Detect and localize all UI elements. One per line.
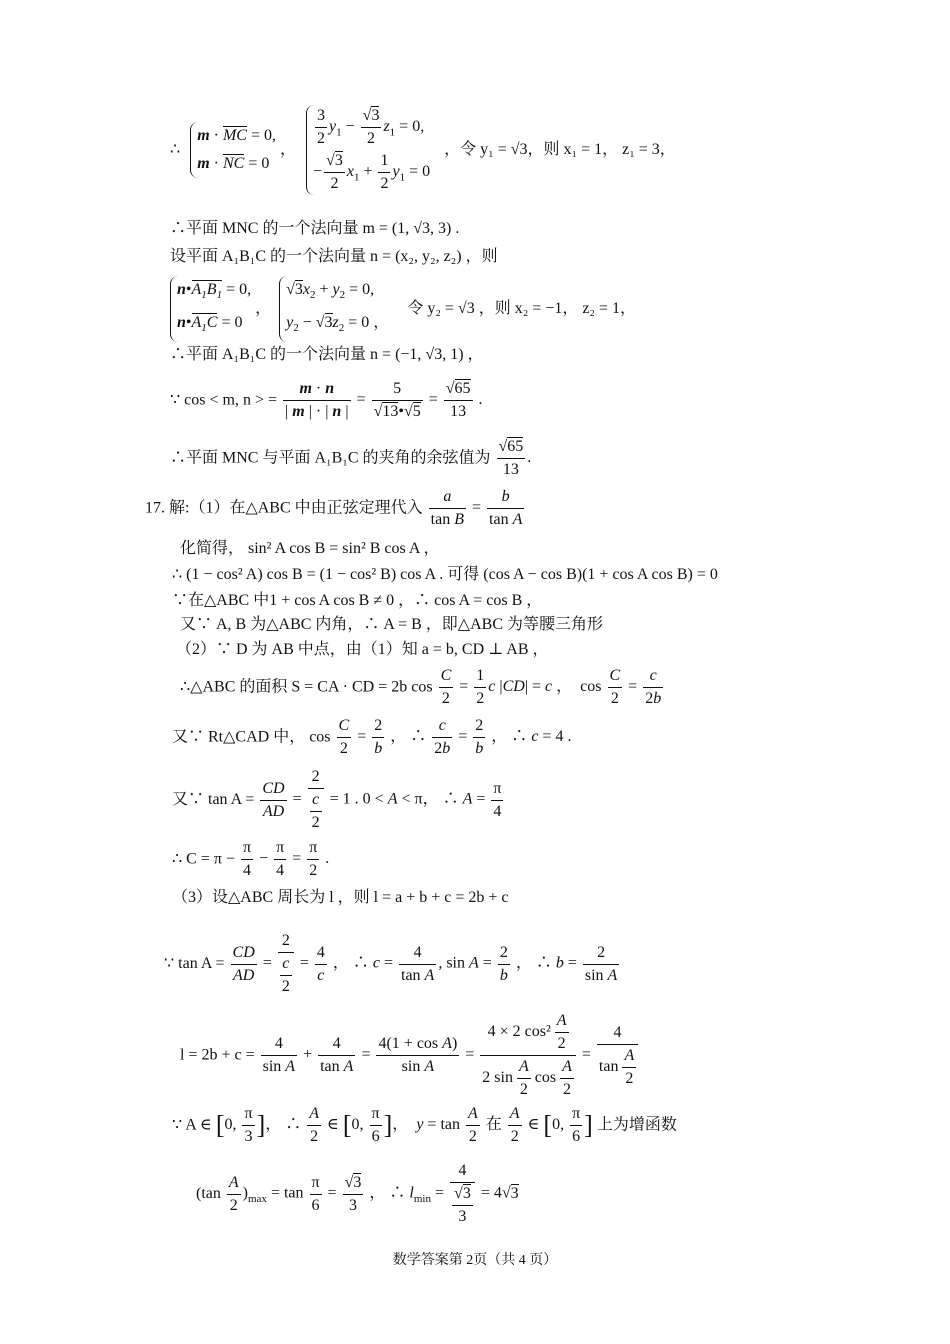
system-coords-2: $√3x_2 + y_2 = 0$, $y_2 - √3z_2 = 0$ ， xyxy=(279,276,389,342)
nonzero-line: ∵在△ABC 中1 + cos A cos B ≠ 0 ，∴ cos A = cos B ， xyxy=(172,592,543,609)
system-m-dot: m · MC = 0, m · NC = 0 xyxy=(190,122,276,178)
tan-label: 又∵ tan A = xyxy=(172,791,255,808)
perimeter-line: l = 2b + c = $\frac{4}{\text{sin A}}$ + $\frac{4}{\text{tan A}}$ = $\frac{\text{4(1 + cos A)}}{\text{sin A}}$ = 4 × 2 cos² $\frac{A}{2}$ 2 sin $\frac{A}{2}$ cos $\frac{A}{2}$ = 4 tan $\frac{A}{2}$ xyxy=(180,1010,640,1101)
range-line: ∵ A ∈ [0, $\frac{\pi}{3}$ ]， ∴ $\frac{A}{2}$ ∈ [0, $\frac{\pi}{6}$ ]， y = tan $\frac{A}{2}$ 在 $\frac{A}{2}$ ∈ [0, $\frac{\pi}{6}$ ] 上为增函数 xyxy=(172,1105,677,1145)
page-footer: 数学答案第 2页（共 4 页） xyxy=(392,1253,558,1268)
tan-b-label: ∵ tan A = xyxy=(164,955,225,972)
cos-label: ∵ cos < m, n > = xyxy=(170,391,278,409)
angle-c-label: ∴ C = π − xyxy=(172,850,235,868)
angle-cos-line: ∴平面 MNC 与平面 A₁B₁C 的夹角的余弦值为 $\frac{√65}{13}$ . xyxy=(170,438,532,478)
max-line: (tan $\frac{A}{2}$ )$_{max} = \tan$ $\frac{\pi}{6}$ = $\frac{√3}{3}$ ， ∴ $l_{min}$ = $\frac{4}{\frac{√3}{3}}$ = 4√3 xyxy=(196,1162,519,1225)
eq-m-system: ∴ m · MC = 0, m · NC = 0 ， $\frac{3}{2}$ $y_1$ − $\frac{√3}{2}$ $z_1 = 0$, − $\frac{√3}{2}$ $x_1$ + $\frac{1}{2}$ $y_1 = 0$ ，令 y₁ = √3，则 x₁ = 1， z₁ = 3， xyxy=(170,105,676,205)
normal-n-line: ∴平面 A₁B₁C 的一个法向量 n = (−1, √3, 1) ， xyxy=(170,346,484,363)
eq-n-system: $n•A_1B_1 = 0$, $n•A_1C = 0$ ， $√3x_2 + y_2 = 0$, $y_2 - √3z_2 = 0$ ， 令 y₂ = √3 ，则 x₂ = −1， z₂ = 1， xyxy=(170,276,636,336)
isosceles-line: 又∵ A, B 为△ABC 内角，∴ A = B ，即△ABC 为等腰三角形 xyxy=(180,616,604,633)
tan-b-line: ∵ tan A = $\frac{CD}{AD}$ = $\frac{2}{\frac{c}{2}}$ = $\frac{4}{c}$ ， ∴ c = $\frac{4}{\text{tan A}}$ , sin A = $\frac{2}{b}$ ， ∴ b = $\frac{2}{\text{sin A}}$ xyxy=(164,932,618,995)
solution-2: 令 y₂ = √3 ，则 x₂ = −1， z₂ = 1， xyxy=(407,300,637,318)
set-n-line: 设平面 A₁B₁C 的一个法向量 n = (x₂, y₂, z₂) ，则 xyxy=(170,248,498,265)
cos-line: ∵ cos < m, n > = $\frac{m \cdot n}{| m | \cdot | n |}$ = $\frac{5}{√13•√5}$ = $\frac{√65}{13}$ . xyxy=(170,380,483,420)
q17-line: 17. 解:（1）在△ABC 中由正弦定理代入 $\frac{a}{\text{tan B}}$ = $\frac{b}{\text{tan A}}$ xyxy=(145,488,523,528)
part2-line: （2）∵ D 为 AB 中点，由（1）知 a = b, CD ⊥ AB ， xyxy=(176,641,549,658)
system-n-dot: $n•A_1B_1 = 0$, $n•A_1C = 0$ xyxy=(170,276,251,342)
solution-1: ，令 y₁ = √3，则 x₁ = 1， z₁ = 3， xyxy=(444,141,676,158)
angle-c-line: ∴ C = π − $\frac{\pi}{4}$ − $\frac{\pi}{4}$ = $\frac{\pi}{2}$ . xyxy=(172,839,330,879)
increasing-label: 上为增函数 xyxy=(596,1116,677,1134)
normal-m-line: ∴平面 MNC 的一个法向量 m = (1, √3, 3) . xyxy=(170,220,460,237)
range-label: ∵ A ∈ xyxy=(172,1116,212,1134)
rt-label: 又∵ Rt△CAD 中， cos xyxy=(172,728,331,746)
perimeter-label: l = 2b + c = xyxy=(180,1046,255,1064)
simplify-line: 化简得， sin² A cos B = sin² B cos A ， xyxy=(180,540,440,557)
therefore-symbol: ∴ xyxy=(170,141,181,158)
area-line: ∴△ABC 的面积 S = CA · CD = 2b cos $\frac{C}{2}$ = $\frac{1}{2}$ c |CD| = c ， cos $\frac{C}{2}$ = $\frac{c}{2b}$ xyxy=(180,667,662,707)
part3-line: （3）设△ABC 周长为 l ，则 l = a + b + c = 2b + c xyxy=(172,889,509,906)
system-coords-1: $\frac{3}{2}$ $y_1$ − $\frac{√3}{2}$ $z_1 = 0$, − $\frac{√3}{2}$ $x_1$ + $\frac{1}{2}$ $y_1 = 0$ xyxy=(306,105,430,195)
tan-line: 又∵ tan A = $\frac{CD}{AD}$ = $\frac{2}{\frac{c}{2}}$ = 1 . 0 < A < π， ∴ A = $\frac{\pi}{4}$ xyxy=(172,768,502,831)
q17-label: 17. 解:（1）在△ABC 中由正弦定理代入 xyxy=(145,499,423,517)
max-label: (tan xyxy=(196,1185,221,1202)
rt-line: 又∵ Rt△CAD 中， cos $\frac{C}{2}$ = $\frac{2}{b}$ ， ∴ $\frac{c}{2b}$ = $\frac{2}{b}$ ， ∴ c = 4 . xyxy=(172,717,572,757)
factor-line: ∴ (1 − cos² A) cos B = (1 − cos² B) cos A . 可得 (cos A − cos B)(1 + cos A cos B) = 0 xyxy=(172,566,718,583)
angle-cos-label: ∴平面 MNC 与平面 A₁B₁C 的夹角的余弦值为 xyxy=(170,449,491,467)
area-label: ∴△ABC 的面积 S = CA · CD = 2b cos xyxy=(180,678,433,696)
